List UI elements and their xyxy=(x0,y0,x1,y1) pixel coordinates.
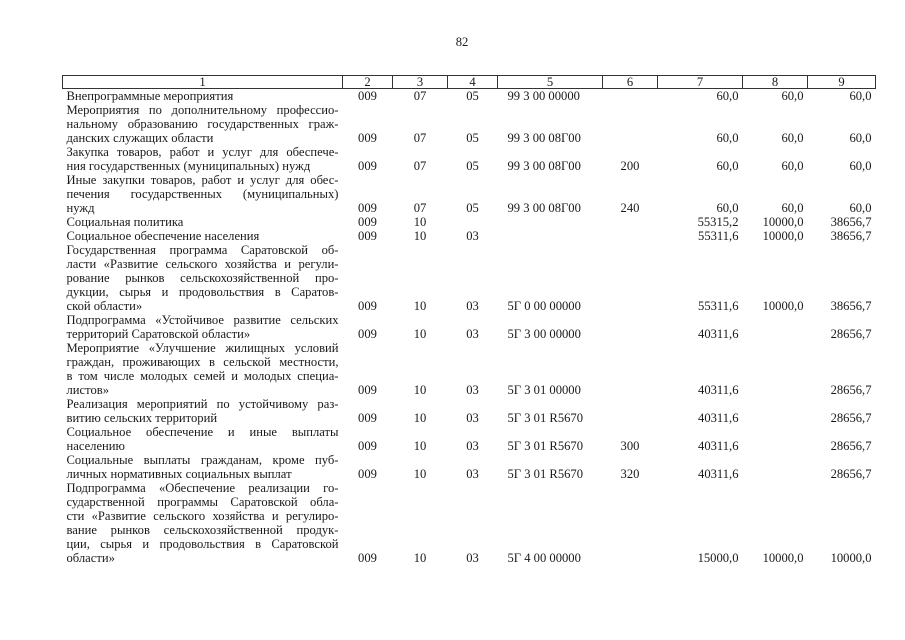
cell-amount-8: 10000,0 xyxy=(762,215,804,229)
table-row xyxy=(63,215,876,229)
cell-section: 10 xyxy=(413,467,427,481)
cell-expense-type: 200 xyxy=(620,159,640,173)
cell-amount-8: 60,0 xyxy=(781,201,804,215)
cell-subsection: 03 xyxy=(466,439,479,453)
description-line: Мероприятие «Улучшение жилищных условий xyxy=(66,341,339,355)
cell-expense-type: 300 xyxy=(620,439,640,453)
cell-amount-8: 60,0 xyxy=(781,159,804,173)
cell-ministry: 009 xyxy=(358,89,377,103)
cell-expense-type xyxy=(603,313,658,341)
table-row xyxy=(63,453,876,481)
column-header-5: 5 xyxy=(498,76,603,89)
cell-description xyxy=(63,341,343,397)
cell-ministry: 009 xyxy=(358,551,377,565)
column-header-2: 2 xyxy=(343,76,393,89)
cell-expense-type: 320 xyxy=(620,467,640,481)
cell-amount-9: 10000,0 xyxy=(830,551,872,565)
cell-amount-7: 40311,6 xyxy=(698,439,739,453)
cell-target-article xyxy=(498,215,603,229)
cell-ministry: 009 xyxy=(358,411,377,425)
table-header-row xyxy=(63,76,876,89)
cell-description xyxy=(63,243,343,313)
cell-description xyxy=(63,453,343,481)
cell-amount-7: 60,0 xyxy=(716,201,739,215)
cell-amount-9: 60,0 xyxy=(849,201,872,215)
cell-ministry: 009 xyxy=(358,439,377,453)
table-row xyxy=(63,173,876,215)
cell-expense-type xyxy=(603,89,658,104)
cell-target-article: 5Г 3 01 00000 xyxy=(507,383,581,397)
table-row xyxy=(63,243,876,313)
table-row xyxy=(63,229,876,243)
cell-expense-type xyxy=(603,481,658,565)
cell-ministry: 009 xyxy=(358,383,377,397)
cell-section: 07 xyxy=(413,201,427,215)
cell-amount-9: 38656,7 xyxy=(830,299,872,313)
description-line: витию сельских территорий xyxy=(66,411,218,425)
description-line: ской области» xyxy=(66,299,143,313)
description-line: Закупка товаров, работ и услуг для обеспече- xyxy=(66,145,339,159)
cell-target-article: 5Г 3 01 R5670 xyxy=(507,439,584,453)
cell-amount-9: 28656,7 xyxy=(830,411,872,425)
description-line: Социальная политика xyxy=(66,215,184,229)
description-line: сударственной программы Саратовской обла- xyxy=(66,495,339,509)
description-line: Социальное обеспечение и иные выплаты xyxy=(66,425,339,439)
cell-section: 10 xyxy=(413,439,427,453)
cell-amount-9: 28656,7 xyxy=(830,383,872,397)
description-line: данских служащих области xyxy=(66,131,214,145)
cell-ministry: 009 xyxy=(358,215,377,229)
cell-amount-9: 60,0 xyxy=(849,131,872,145)
cell-target-article: 99 3 00 08Г00 xyxy=(507,131,581,145)
table-row xyxy=(63,89,876,104)
cell-section: 10 xyxy=(413,383,427,397)
table-row xyxy=(63,145,876,173)
description-line: ния государственных (муниципальных) нужд xyxy=(66,159,311,173)
cell-target-article: 99 3 00 08Г00 xyxy=(507,159,581,173)
cell-subsection: 03 xyxy=(466,411,479,425)
cell-target-article: 5Г 3 00 00000 xyxy=(507,327,581,341)
cell-amount-7: 40311,6 xyxy=(698,327,739,341)
cell-amount-7: 55311,6 xyxy=(698,229,739,243)
cell-amount-9: 60,0 xyxy=(849,159,872,173)
cell-section: 07 xyxy=(413,159,427,173)
description-line: Реализация мероприятий по устойчивому раз- xyxy=(66,397,339,411)
description-line: ции, сырья и продовольствия в Саратовской xyxy=(66,537,339,551)
cell-subsection: 03 xyxy=(466,467,479,481)
description-line: территорий Саратовской области» xyxy=(66,327,251,341)
cell-section: 10 xyxy=(413,229,427,243)
cell-amount-7: 40311,6 xyxy=(698,411,739,425)
cell-expense-type xyxy=(603,215,658,229)
description-line: граждан, проживающих в сельской местности, xyxy=(66,355,339,369)
cell-target-article: 5Г 3 01 R5670 xyxy=(507,467,584,481)
cell-amount-8 xyxy=(743,397,808,425)
cell-amount-8: 10000,0 xyxy=(762,299,804,313)
cell-target-article: 5Г 3 01 R5670 xyxy=(507,411,584,425)
cell-subsection xyxy=(448,215,498,229)
cell-target-article: 5Г 4 00 00000 xyxy=(507,551,581,565)
cell-amount-7: 60,0 xyxy=(716,131,739,145)
column-header-7: 7 xyxy=(658,76,743,89)
description-line: Социальное обеспечение населения xyxy=(66,229,260,243)
cell-amount-8: 10000,0 xyxy=(762,229,804,243)
cell-subsection: 05 xyxy=(466,131,479,145)
cell-amount-9: 38656,7 xyxy=(830,215,872,229)
cell-expense-type xyxy=(603,229,658,243)
column-header-8: 8 xyxy=(743,76,808,89)
cell-amount-8 xyxy=(743,341,808,397)
cell-amount-9: 60,0 xyxy=(849,89,872,103)
cell-subsection: 03 xyxy=(466,383,479,397)
cell-amount-9: 28656,7 xyxy=(830,439,872,453)
description-line: Социальные выплаты гражданам, кроме пуб- xyxy=(66,453,339,467)
cell-ministry: 009 xyxy=(358,467,377,481)
table-row xyxy=(63,481,876,565)
cell-section: 10 xyxy=(413,551,427,565)
description-line: Мероприятия по дополнительному профессио- xyxy=(66,103,339,117)
cell-expense-type xyxy=(603,341,658,397)
cell-target-article: 99 3 00 00000 xyxy=(507,89,580,103)
cell-section: 07 xyxy=(413,89,427,103)
cell-section: 10 xyxy=(413,215,427,229)
cell-description xyxy=(63,103,343,145)
table-row xyxy=(63,397,876,425)
column-header-1: 1 xyxy=(63,76,343,89)
cell-expense-type: 240 xyxy=(620,201,640,215)
cell-ministry: 009 xyxy=(358,201,377,215)
description-line: в том числе молодых семей и молодых специа- xyxy=(66,369,339,383)
cell-expense-type xyxy=(603,103,658,145)
cell-subsection: 05 xyxy=(466,89,479,103)
cell-ministry: 009 xyxy=(358,299,377,313)
cell-description xyxy=(63,145,343,173)
cell-amount-8: 10000,0 xyxy=(762,551,804,565)
cell-amount-7: 40311,6 xyxy=(698,383,739,397)
description-line: Подпрограмма «Обеспечение реализации го- xyxy=(66,481,339,495)
cell-ministry: 009 xyxy=(358,159,377,173)
cell-target-article xyxy=(498,229,603,243)
cell-section: 10 xyxy=(413,299,427,313)
description-line: ласти «Развитие сельского хозяйства и регули- xyxy=(66,257,339,271)
cell-ministry: 009 xyxy=(358,327,377,341)
description-line: Подпрограмма «Устойчивое развитие сельских xyxy=(66,313,339,327)
column-header-9: 9 xyxy=(808,76,876,89)
cell-expense-type xyxy=(603,397,658,425)
cell-amount-8: 60,0 xyxy=(781,89,804,103)
cell-amount-8 xyxy=(743,453,808,481)
cell-amount-8: 60,0 xyxy=(781,131,804,145)
description-line: листов» xyxy=(66,383,109,397)
cell-description xyxy=(63,229,343,243)
cell-description xyxy=(63,173,343,215)
cell-amount-9: 38656,7 xyxy=(830,229,872,243)
description-line: населению xyxy=(66,439,125,453)
cell-description xyxy=(63,397,343,425)
cell-subsection: 05 xyxy=(466,159,479,173)
cell-description xyxy=(63,89,343,104)
cell-section: 10 xyxy=(413,327,427,341)
cell-description xyxy=(63,481,343,565)
description-line: нужд xyxy=(66,201,95,215)
cell-subsection: 05 xyxy=(466,201,479,215)
column-header-3: 3 xyxy=(393,76,448,89)
cell-amount-9: 28656,7 xyxy=(830,327,872,341)
cell-amount-7: 40311,6 xyxy=(698,467,739,481)
column-header-6: 6 xyxy=(603,76,658,89)
cell-description xyxy=(63,313,343,341)
cell-amount-8 xyxy=(743,313,808,341)
table-row xyxy=(63,425,876,453)
description-line: печения государственных (муниципальных) xyxy=(66,187,339,201)
description-line: нальному образованию государственных граж- xyxy=(66,117,339,131)
column-header-4: 4 xyxy=(448,76,498,89)
cell-description xyxy=(63,215,343,229)
cell-expense-type xyxy=(603,243,658,313)
cell-subsection: 03 xyxy=(466,229,479,243)
cell-ministry: 009 xyxy=(358,131,377,145)
page-number: 82 xyxy=(455,35,469,49)
cell-target-article: 5Г 0 00 00000 xyxy=(507,299,581,313)
cell-target-article: 99 3 00 08Г00 xyxy=(507,201,581,215)
cell-amount-7: 15000,0 xyxy=(697,551,739,565)
cell-amount-8 xyxy=(743,425,808,453)
cell-subsection: 03 xyxy=(466,299,479,313)
cell-ministry: 009 xyxy=(358,229,377,243)
description-line: Государственная программа Саратовской об- xyxy=(66,243,339,257)
budget-table xyxy=(62,75,876,565)
table-row xyxy=(63,313,876,341)
description-line: сти «Развитие сельского хозяйства и регулиро- xyxy=(66,509,339,523)
cell-subsection: 03 xyxy=(466,327,479,341)
cell-amount-7: 55315,2 xyxy=(697,215,739,229)
cell-description xyxy=(63,425,343,453)
cell-section: 10 xyxy=(413,411,427,425)
cell-subsection: 03 xyxy=(466,551,479,565)
description-line: дукции, сырья и продовольствия в Саратов- xyxy=(66,285,339,299)
description-line: Внепрограммные мероприятия xyxy=(66,89,234,103)
description-line: вание рынков сельскохозяйственной продук- xyxy=(66,523,339,537)
cell-section: 07 xyxy=(413,131,427,145)
description-line: личных нормативных социальных выплат xyxy=(66,467,292,481)
description-line: области» xyxy=(66,551,115,565)
description-line: Иные закупки товаров, работ и услуг для обес- xyxy=(66,173,339,187)
table-row xyxy=(63,103,876,145)
cell-amount-9: 28656,7 xyxy=(830,467,872,481)
cell-amount-7: 60,0 xyxy=(716,159,739,173)
cell-amount-7: 55311,6 xyxy=(698,299,739,313)
cell-amount-7: 60,0 xyxy=(716,89,739,103)
description-line: рование рынков сельскохозяйственной про- xyxy=(66,271,339,285)
table-row xyxy=(63,341,876,397)
